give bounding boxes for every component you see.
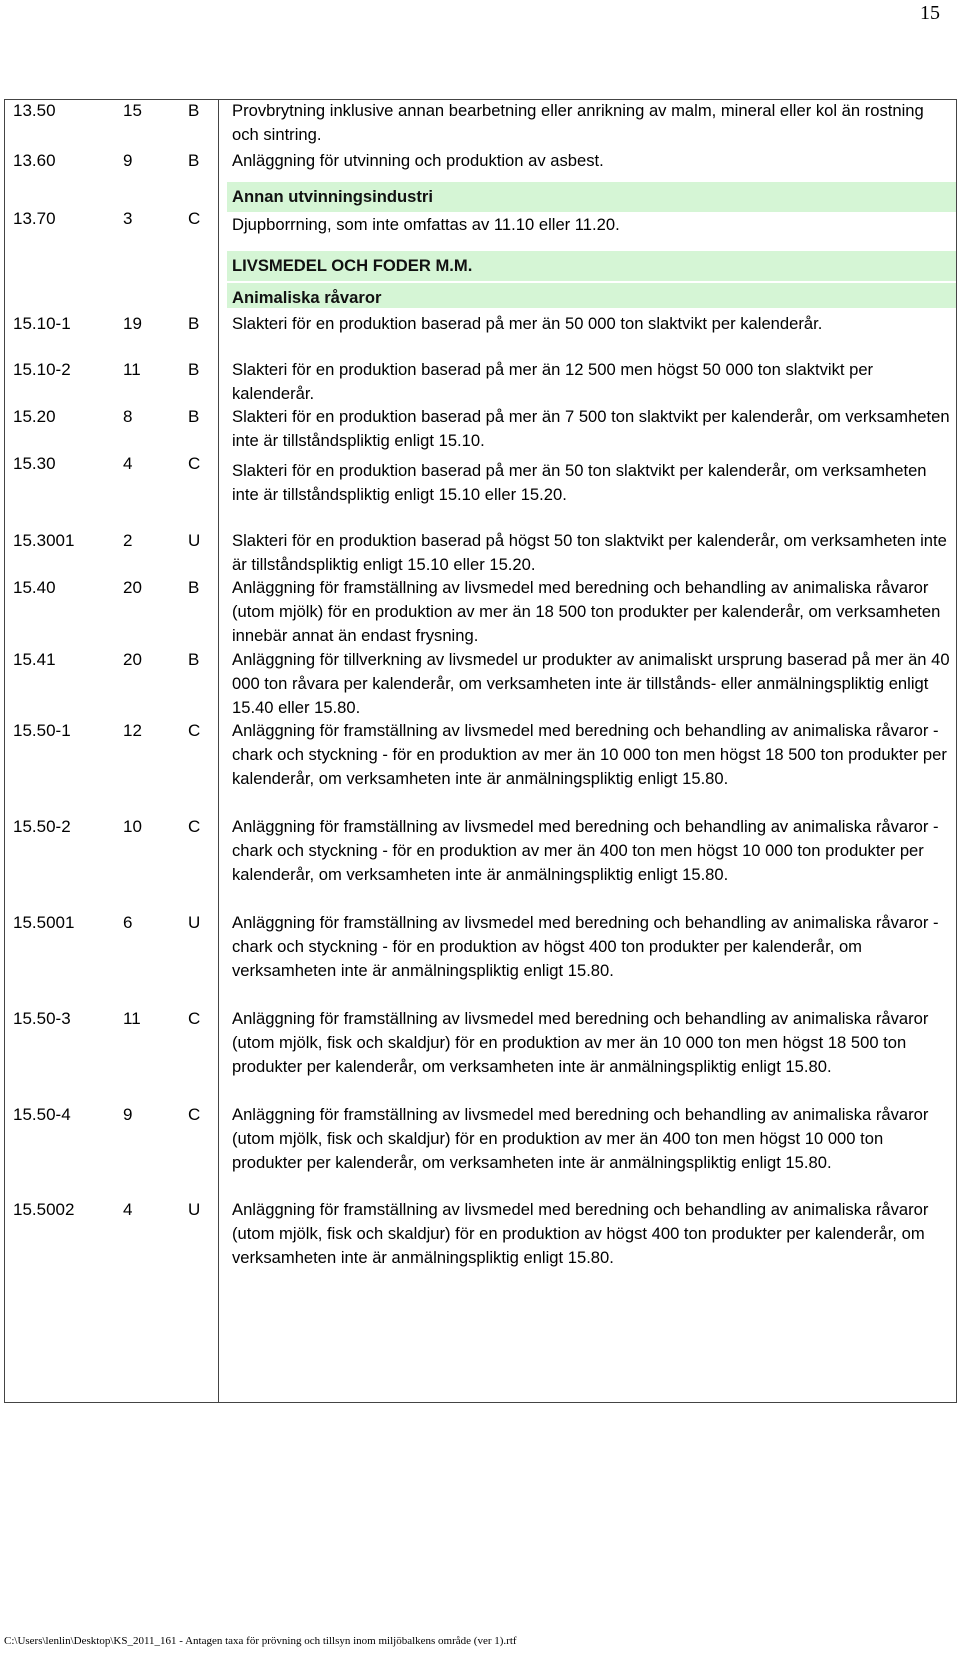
activity-description: Slakteri för en produktion baserad på mer än 50 ton slaktvikt per kalenderår, om verksamheten inte är tillståndspliktig enligt 15.10 eller 15.20. [232,461,927,504]
fee-class: 15 [123,101,142,120]
activity-description: Anläggning för framställning av livsmedel med beredning och behandling av animaliska råvaror (utom mjölk, fisk och skaldjur) för en produktion av högst 400 ton produkter per kalenderår, om verksamheten inte är anmälningspliktig enligt 15.80. [232,1200,929,1267]
activity-description: Anläggning för framställning av livsmedel med beredning och behandling av animaliska råvaror - chark och styckning - för en produktion av mer än 10 000 ton men högst 18 500 ton produkter per kalenderår, om verksamheten inte är anmälningspliktig enligt 15.80. [232,721,947,788]
fee-class: 3 [123,209,133,228]
permit-class: C [188,1105,201,1124]
activity-code: 15.50-2 [13,817,71,836]
activity-description: Slakteri för en produktion baserad på mer än 12 500 men högst 50 000 ton slaktvikt per kalenderår. [232,360,874,403]
permit-class: C [188,1009,201,1028]
permit-class: U [188,531,201,550]
activity-description: Anläggning för framställning av livsmedel med beredning och behandling av animaliska råvaror - chark och styckning - för en produktion av mer än 400 ton men högst 10 000 ton produkter per kalenderår, om verksamheten inte är anmälningspliktig enligt 15.80. [232,817,939,884]
activity-code: 15.10-1 [13,314,71,333]
permit-class: C [188,454,201,473]
permit-class: C [188,817,201,836]
permit-class: B [188,360,200,379]
file-path-footer: C:\Users\lenlin\Desktop\KS_2011_161 - Antagen taxa för prövning och tillsyn inom miljöbalkens område (ver 1).rtf [4,1635,517,1647]
activity-code: 15.40 [13,578,56,597]
permit-class: B [188,101,200,120]
activity-description: Slakteri för en produktion baserad på mer än 7 500 ton slaktvikt per kalenderår, om verksamheten inte är tillståndspliktig enligt 15.10. [232,407,950,450]
activity-description: Anläggning för framställning av livsmedel med beredning och behandling av animaliska råvaror (utom mjölk) för en produktion av mer än 18 500 ton produkter per kalenderår, om verksamheten innebär annat än endast frysning. [232,578,941,645]
permit-class: B [188,578,200,597]
column-divider [218,100,219,1402]
permit-class: B [188,314,200,333]
fee-class: 9 [123,1105,133,1124]
activity-description: Djupborrning, som inte omfattas av 11.10 eller 11.20. [232,215,620,234]
activity-code: 15.20 [13,407,56,426]
activity-description: Anläggning för utvinning och produktion av asbest. [232,151,604,170]
section-heading-text: Annan utvinningsindustri [232,187,433,206]
fee-class: 4 [123,1200,133,1219]
section-heading-text: Animaliska råvaror [232,288,382,307]
fee-class: 4 [123,454,133,473]
fee-class: 20 [123,578,142,597]
permit-class: B [188,151,200,170]
fee-class: 20 [123,650,142,669]
activity-table [4,99,957,1403]
permit-class: B [188,650,200,669]
fee-class: 6 [123,913,133,932]
fee-class: 19 [123,314,142,333]
fee-class: 2 [123,531,133,550]
activity-code: 15.41 [13,650,56,669]
activity-description: Provbrytning inklusive annan bearbetning eller anrikning av malm, mineral eller kol än rostning och sintring. [232,101,924,144]
activity-description: Anläggning för framställning av livsmedel med beredning och behandling av animaliska råvaror - chark och styckning - för en produktion av högst 400 ton produkter per kalenderår, om verksamheten inte är anmälningspliktig enligt 15.80. [232,913,939,980]
activity-description: Slakteri för en produktion baserad på högst 50 ton slaktvikt per kalenderår, om verksamheten inte är tillståndspliktig enligt 15.10 eller 15.20. [232,531,947,574]
activity-description: Anläggning för framställning av livsmedel med beredning och behandling av animaliska råvaror (utom mjölk, fisk och skaldjur) för en produktion av mer än 400 ton men högst 10 000 ton produkter per kalenderår, om verksamheten inte är anmälningspliktig enligt 15.80. [232,1105,929,1172]
activity-code: 13.70 [13,209,56,228]
section-heading-text: LIVSMEDEL OCH FODER M.M. [232,256,473,275]
activity-code: 15.30 [13,454,56,473]
permit-class: U [188,1200,201,1219]
fee-class: 11 [123,360,141,379]
activity-code: 15.50-4 [13,1105,71,1124]
fee-class: 8 [123,407,133,426]
activity-code: 15.50-3 [13,1009,71,1028]
permit-class: C [188,209,201,228]
activity-code: 15.50-1 [13,721,71,740]
activity-code: 15.10-2 [13,360,71,379]
activity-code: 15.5002 [13,1200,75,1219]
activity-code: 15.5001 [13,913,75,932]
fee-class: 11 [123,1009,141,1028]
fee-class: 10 [123,817,142,836]
activity-code: 15.3001 [13,531,75,550]
activity-code: 13.60 [13,151,56,170]
permit-class: B [188,407,200,426]
activity-code: 13.50 [13,101,56,120]
page-number: 15 [920,2,940,24]
activity-description: Anläggning för tillverkning av livsmedel ur produkter av animaliskt ursprung baserad på mer än 40 000 ton råvara per kalenderår, om verksamheten inte är tillstånds- eller anmälningspliktig enligt 15.40 eller 15.80. [232,650,950,717]
fee-class: 12 [123,721,142,740]
activity-description: Anläggning för framställning av livsmedel med beredning och behandling av animaliska råvaror (utom mjölk, fisk och skaldjur) för en produktion av mer än 10 000 ton men högst 18 500 ton produkter per kalenderår, om verksamheten inte är anmälningspliktig enligt 15.80. [232,1009,929,1076]
activity-description: Slakteri för en produktion baserad på mer än 50 000 ton slaktvikt per kalenderår. [232,314,823,333]
permit-class: C [188,721,201,740]
fee-class: 9 [123,151,133,170]
permit-class: U [188,913,201,932]
